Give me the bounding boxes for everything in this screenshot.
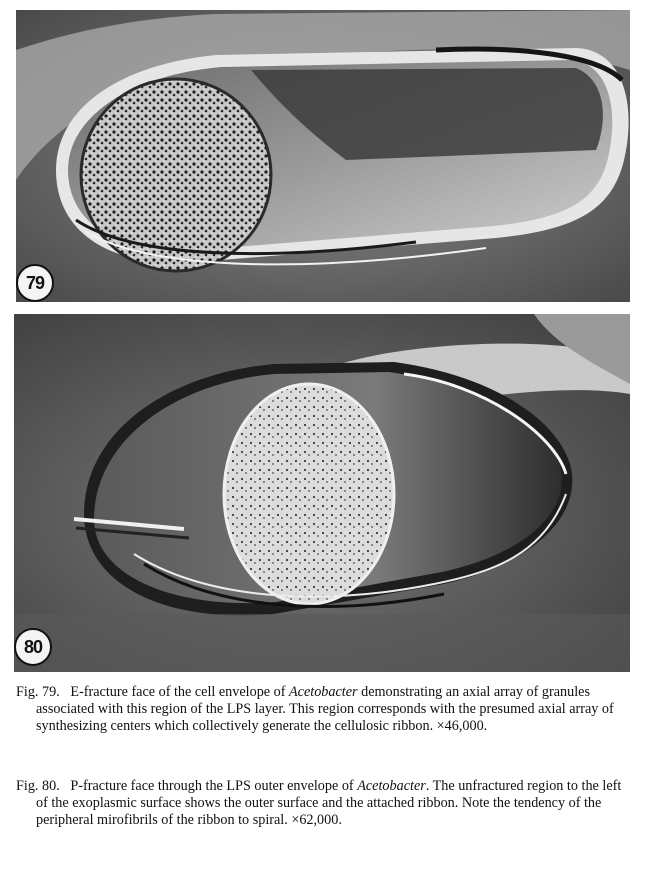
micrograph-figure-79 [16,10,630,302]
caption-79-text-pre: E-fracture face of the cell envelope of [70,684,289,700]
caption-80-text-pre: P-fracture face through the LPS outer envelope of [70,778,358,794]
figure-number-badge-80: 80 [14,628,52,666]
caption-79-label: Fig. 79. [16,684,60,700]
caption-79-text-post: demonstrating an axial array of granules associated with this region of the LPS layer. This region corresponds with the presumed axial array of synthesizing centers which collectively generate the cellulosic ribbon. ×46,000. [36,684,614,735]
caption-79-genus: Acetobacter [289,684,358,700]
caption-80-text-post: . The unfractured region to the left of the exoplasmic surface shows the outer surface and the attached ribbon. Note the tendency of the peripheral mirofibrils of the ribbon to spiral. ×62,000. [36,778,622,829]
caption-figure-79 [16,684,628,736]
caption-80-genus: Acetobacter [357,778,426,794]
caption-figure-80 [16,778,628,830]
micrograph-figure-80 [14,314,630,672]
micrograph-79-image [16,10,630,302]
micrograph-80-image [14,314,630,672]
figure-number-badge-79: 79 [16,264,54,302]
caption-80-label: Fig. 80. [16,778,60,794]
